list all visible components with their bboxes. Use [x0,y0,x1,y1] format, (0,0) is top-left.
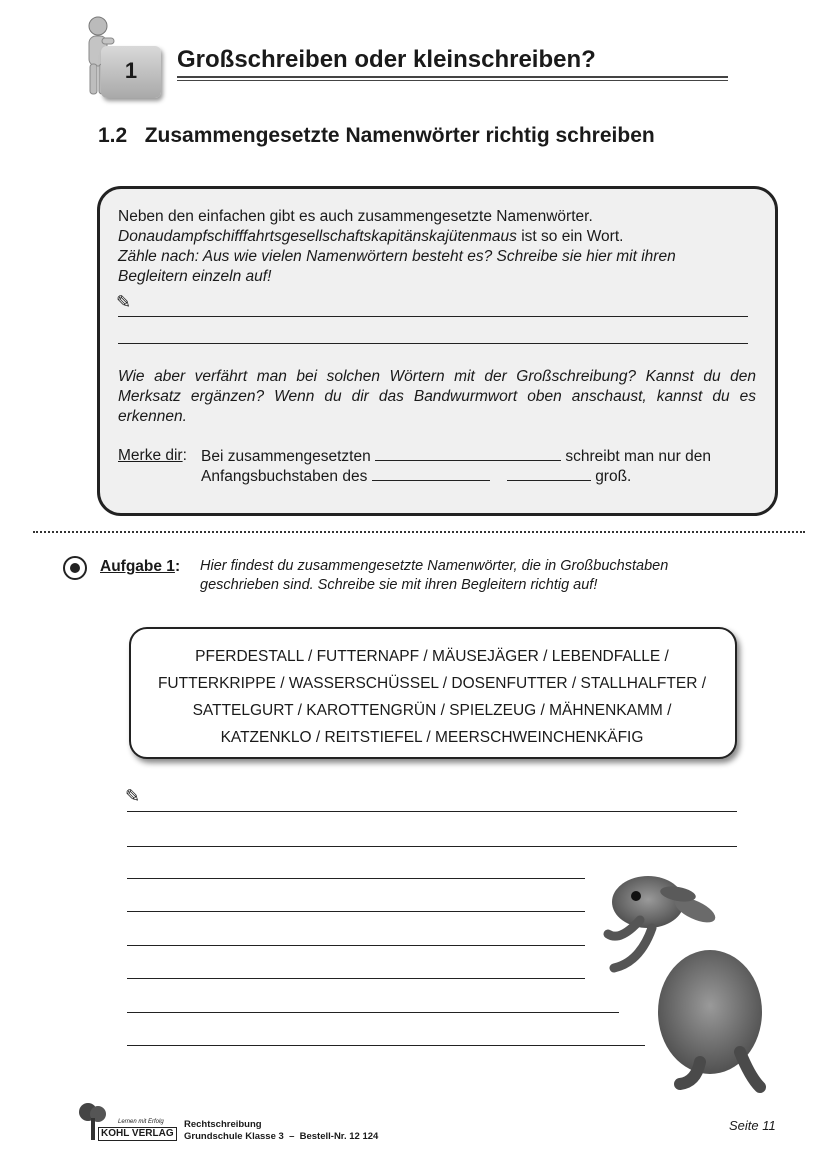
task-label: Aufgabe 1 [100,558,175,575]
answer-line[interactable] [127,878,585,879]
merke-colon: : [182,447,187,464]
answer-line[interactable] [127,1012,619,1013]
answer-line[interactable] [127,846,737,847]
footer-subject: Rechtschreibung [184,1119,262,1130]
word-line: KATZENKLO / REITSTIEFEL / MEERSCHWEINCHENKÄFIG [220,729,644,746]
title-underline [177,76,728,78]
section-number: 1.2 [98,124,128,147]
publisher-logo: KOHL VERLAG [98,1127,177,1141]
chapter-number: 1 [124,58,138,83]
task-text-line2: geschrieben sind. Schreibe sie mit ihren Begleitern richtig auf! [200,577,598,593]
task-text-line1: Hier findest du zusammengesetzte Namenwörter, die in Großbuchstaben [200,558,669,574]
task-text [200,557,668,595]
radio-dot [70,563,80,573]
answer-line[interactable] [127,811,737,812]
merke-part1: Bei zusammengesetzten [201,448,371,465]
merke-part3: Anfangsbuchstaben des [201,468,368,485]
dotted-divider [33,531,805,533]
intro-example [118,227,758,247]
example-rest: ist so ein Wort. [516,228,624,245]
word-line: SATTELGURT / KAROTTENGRÜN / SPIELZEUG / MÄHNENKAMM / [192,702,672,719]
section-heading [98,124,655,148]
word-line: PFERDESTALL / FUTTERNAPF / MÄUSEJÄGER / LEBENDFALLE / [195,648,669,665]
merke-label-wrap [118,446,187,466]
intro-line1: Neben den einfachen gibt es auch zusammengesetzte Namenwörter. [118,208,593,225]
pencil-icon: ✎ [116,292,132,312]
answer-line[interactable] [127,978,585,979]
answer-line[interactable] [118,316,748,317]
merke-blank-3[interactable] [507,466,591,481]
page-title: Großschreiben oder kleinschreiben? [177,46,596,73]
merke-label: Merke dir [118,447,183,464]
task-label-wrap [100,557,180,577]
footer-grade-order: Grundschule Klasse 3 – Bestell-Nr. 12 124 [184,1131,379,1142]
intro-question: Wie aber verfährt man bei solchen Wörtern mit der Großschreibung? Kannst du den Merksatz ergänzen? Wenn du dir das Bandwurmwort oben anschaust, kannst du es erkennen. [118,368,756,425]
merke-line1 [201,446,711,467]
logo-tagline: Lernen mit Erfolg [118,1119,164,1125]
merke-line2 [201,466,631,487]
merke-blank-2[interactable] [372,466,490,481]
page-number: Seite 11 [729,1118,776,1133]
answer-line[interactable] [127,945,585,946]
section-title: Zusammengesetzte Namenwörter richtig schreiben [144,124,655,147]
answer-line[interactable] [127,1045,645,1046]
rabbit-image [600,872,772,1097]
title-underline-thin [177,80,728,81]
example-word: Donaudampfschifffahrtsgesellschaftskapitänskajütenmaus [118,228,517,245]
word-line: FUTTERKRIPPE / WASSERSCHÜSSEL / DOSENFUTTER / STALLHALFTER / [157,675,707,692]
pencil-icon: ✎ [125,786,141,806]
intro-instruction: Zähle nach: Aus wie vielen Namenwörtern besteht es? Schreibe sie hier mit ihren Begleitern einzeln auf! [118,248,676,285]
word-list [131,643,733,751]
task-colon: : [174,558,181,575]
merke-part4: groß. [595,468,632,485]
answer-line[interactable] [127,911,585,912]
merke-blank-1[interactable] [375,446,561,461]
merke-part2: schreibt man nur den [565,448,711,465]
answer-line[interactable] [118,343,748,344]
